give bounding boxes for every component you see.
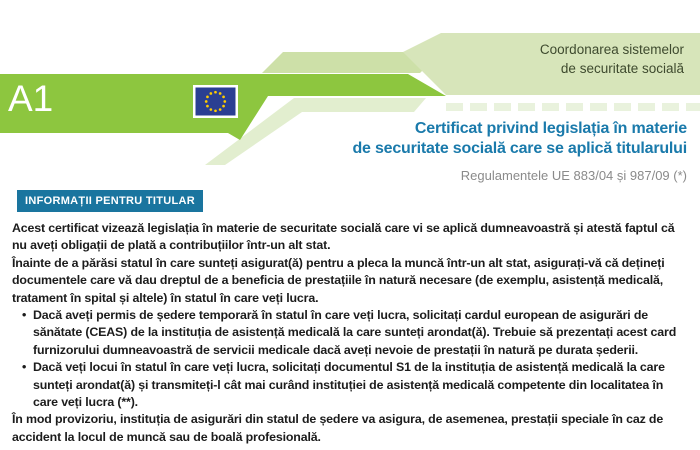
bullet-marker: • [22,360,27,375]
programme-name-line2: de securitate socială [560,60,684,76]
programme-name-line1: Coordonarea sistemelor [539,42,684,57]
bullet-text: Dacă aveți permis de ședere temporară în statul în care veți lucra, solicitați cardul european de asigurări de sănătate (CEAS) de la instituția de asistență medicală la care sunteți arondat(ă). Trebuie să prezentați acest card furnizorului dumneavoastră de servicii medicale dacă aveți nevoie de prestații în natură pe durata șederii. [33,308,677,357]
form-code: A1 [8,78,54,119]
paragraph: Acest certificat vizează legislația în materie de securitate socială care vi se aplică dumneavoastră și atestă faptul că nu aveți obligații de plată a contribuțiilor într-un alt stat. [12,221,675,253]
bullet-item [12,359,690,411]
regulations-reference: Regulamentele UE 883/04 și 987/09 (*) [460,168,687,183]
paragraph: În mod provizoriu, instituția de asigurări din statul de ședere va asigura, de asemenea, prestații speciale în caz de accident la locul de muncă sau de boală profesională. [12,412,664,444]
eu-flag-icon [193,85,238,118]
section-heading-bar: INFORMAȚII PENTRU TITULAR [17,190,203,212]
bullet-marker: • [22,308,27,323]
document-title [352,119,687,186]
bullet-item [12,307,690,359]
paragraph: Înainte de a părăsi statul în care sunteți asigurat(ă) pentru a pleca la muncă într-un alt stat, asigurați-vă că dețineți documentele care vă dau dreptul de a beneficia de prestațiile în natură necesare (de exemplu, asistență medicală, tratament în spital și altele) în statul în care veți lucra. [12,255,665,305]
bullet-text: Dacă veți locui în statul în care veți lucra, solicitați documentul S1 de la instituția de asistență medicală la care sunteți arondat(ă) și transmiteți-l cât mai curând instituției de asistență medicală competente din localitatea în care veți lucra (**). [33,360,665,410]
programme-name [540,41,684,78]
document-title-line2: de securitate socială care se aplică titularului [352,140,687,157]
header-dashed-accent [446,103,700,111]
holder-information-text [12,220,690,446]
document-title-line1: Certificat privind legislația în materie [414,120,687,137]
